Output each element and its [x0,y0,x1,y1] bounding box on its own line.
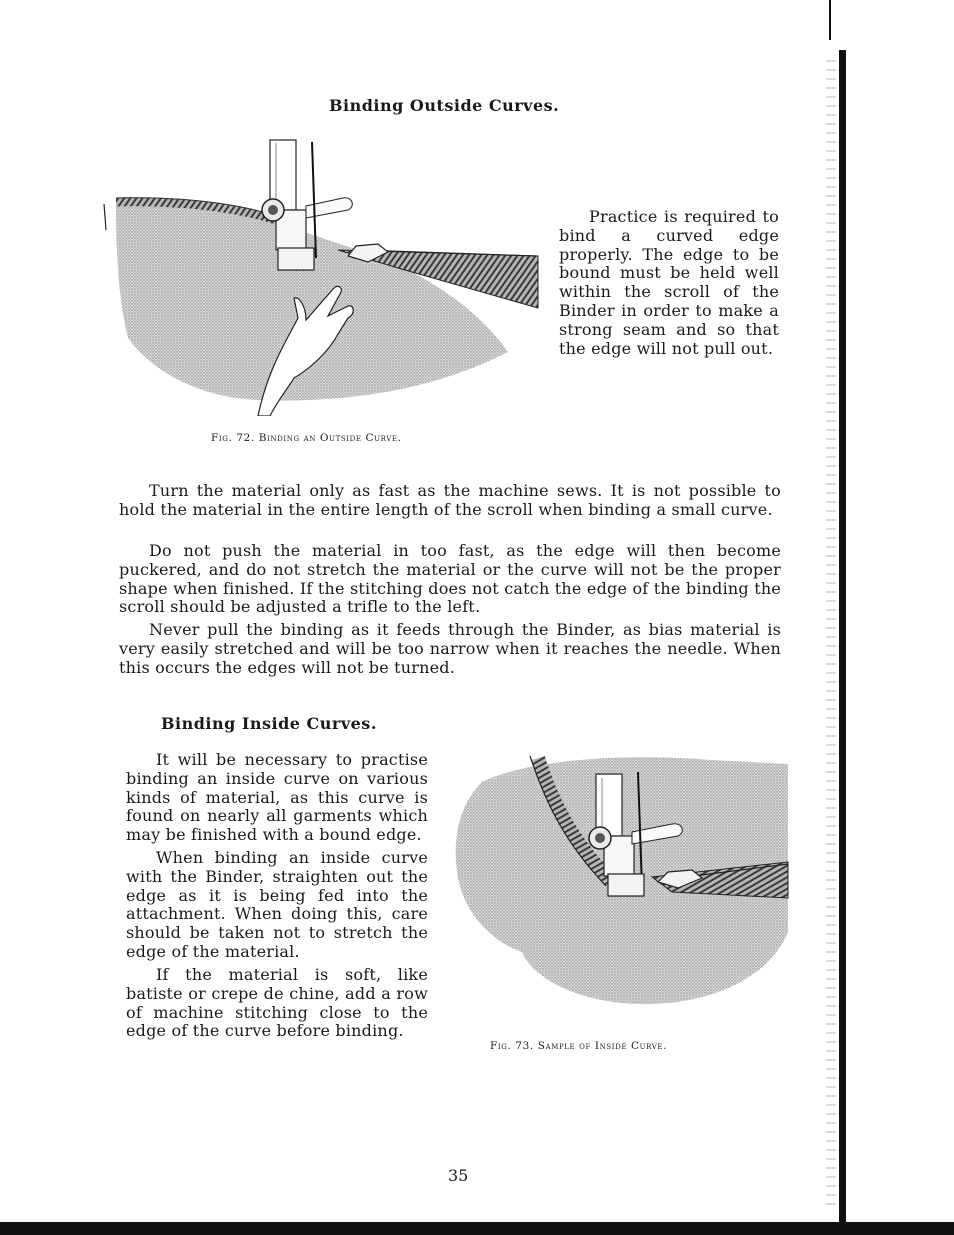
outside-curve-illustration-icon [98,138,548,416]
body-paragraph-3: Never pull the binding as it feeds through the Binder, as bias material is very easily stretched and will be too narrow when it reaches the needle. When this occurs the edges will not be turned. [119,620,781,677]
inside-curve-paragraph-3: If the material is soft, like batiste or crepe de chine, add a row of machine stitching close to the edge of the curve before binding. [126,965,428,1041]
body-paragraph-1: Turn the material only as fast as the machine sews. It is not possible to hold the material in the entire length of the scroll when binding a small curve. [119,481,781,519]
page-number: 35 [448,1166,469,1185]
page-edge-right [839,50,846,1235]
figure-72-caption: Fig. 72. Binding an Outside Curve. [211,432,402,444]
inside-curve-illustration-icon [452,752,792,1008]
page-bottom-edge [0,1222,954,1235]
page-edge-top-mark [829,0,831,40]
section-heading-outside-curves: Binding Outside Curves. [329,96,560,115]
figure-73-caption: Fig. 73. Sample of Inside Curve. [490,1040,668,1052]
side-text-outside-curves: Practice is required to bind a curved edge properly. The edge to be bound must be held well within the scroll of the Binder in order to make a strong seam and so that the edge will not pull out. [559,207,779,358]
body-paragraph-2: Do not push the material in too fast, as the edge will then become puckered, and do not stretch the material or the curve will not be the proper shape when finished. If the stitching does not catch the edge of the binding the scroll should be adjusted a trifle to the left. [119,541,781,617]
section-heading-inside-curves: Binding Inside Curves. [161,714,377,733]
page-edge-texture [826,60,836,1210]
inside-curve-paragraph-2: When binding an inside curve with the Binder, straighten out the edge as it is being fed into the attachment. When doing this, care should be taken not to stretch the edge of the material. [126,848,428,961]
inside-curve-paragraph-1: It will be necessary to practise binding an inside curve on various kinds of material, as this curve is found on nearly all garments which may be finished with a bound edge. [126,750,428,845]
